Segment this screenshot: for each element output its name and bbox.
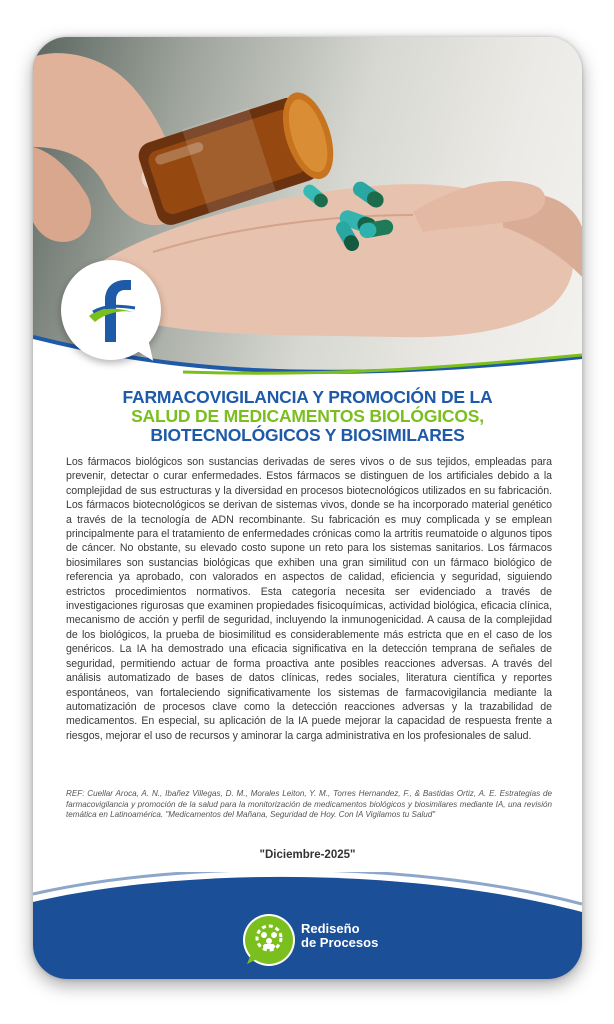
reference-citation: REF: Cuellar Aroca, A. N., Ibañez Villegas, D. M., Morales Leiton, Y. M., Torres Hernandez, F., & Bastidas Ortiz, A. E. Estrategias de farmacovigilancia y promoción de la salud para la monitorización de medicamentos biológicos y biosimilares mediante IA, una revisión temática en Latinoamérica. "Medicamentos del Mañana, Seguridad de Hoy. Con IA Vigilamos tu Salud" <box>66 789 552 820</box>
title-line-3: BIOTECNOLÓGICOS Y BIOSIMILARES <box>150 425 465 445</box>
brand-name <box>301 922 378 950</box>
body-paragraph: Los fármacos biológicos son sustancias derivadas de seres vivos o de sus tejidos, empleadas para prevenir, detectar o curar enfermedades. Estos fármacos se distinguen de los artificiales debido a la complejidad de sus estructuras y la diversidad en procesos biotecnológicos utilizados en su fabricación. Los fármacos biotecnológicos se derivan de sistemas vivos, donde se ha incorporado material genético a través de la tecnología de ADN recombinante. Su fabricación es muy complicada y se emplean principalmente para el tratamiento de enfermedades crónicas como la artritis reumatoide o algunos tipos de cáncer. No obstante, su elevado costo supone un reto para los sistemas sanitarios. Los fármacos biosimilares son sustancias biológicas que exhiben una gran similitud con un fármaco biológico de referencia ya aprobado, con valorados en aspectos de calidad, eficiencia y seguridad, siguiendo estrictos procedimientos normativos. Esta categoría necesita ser evidenciado a través de investigaciones rigurosas que examinen propiedades fisicoquímicas, actividad biológica, eficacia clínica, mecanismo de acción y perfil de seguridad, incluyendo la inmunogenicidad. A causa de la complejidad de los biológicos, la prueba de biosimilitud es considerablemente más estricta que en el caso de los genéricos. La IA ha demostrado una eficacia significativa en la detección temprana de señales de seguridad, permitiendo actuar de forma proactiva ante posibles reacciones adversas. A través del análisis automatizado de bases de datos clínicas, redes sociales, literatura científica y reportes espontáneos, van fortaleciendo significativamente los sistemas de farmacovigilancia mediante la automatización de procesos clave como la detección reacciones adversas y la trazabilidad de medicamentos. En especial, su aplicación de la IA puede mejorar la capacidad de respuesta frente a riesgos, mejorar el uso de recursos y aminorar la carga administrativa en los profesionales de salud. <box>66 456 552 742</box>
title-line-2: SALUD DE MEDICAMENTOS BIOLÓGICOS, <box>131 406 484 426</box>
brand-line-1: Rediseño <box>301 921 360 936</box>
publication-date: "Diciembre-2025" <box>259 849 356 861</box>
brand-line-2: de Procesos <box>301 935 379 950</box>
farmacovigilancia-logo <box>61 260 161 360</box>
poster-card <box>33 37 582 979</box>
f-logo-icon <box>61 260 161 360</box>
title-line-1: FARMACOVIGILANCIA Y PROMOCIÓN DE LA <box>122 387 493 407</box>
rediseno-logo <box>243 914 295 966</box>
page-title <box>33 388 582 445</box>
gear-people-icon <box>243 914 295 966</box>
